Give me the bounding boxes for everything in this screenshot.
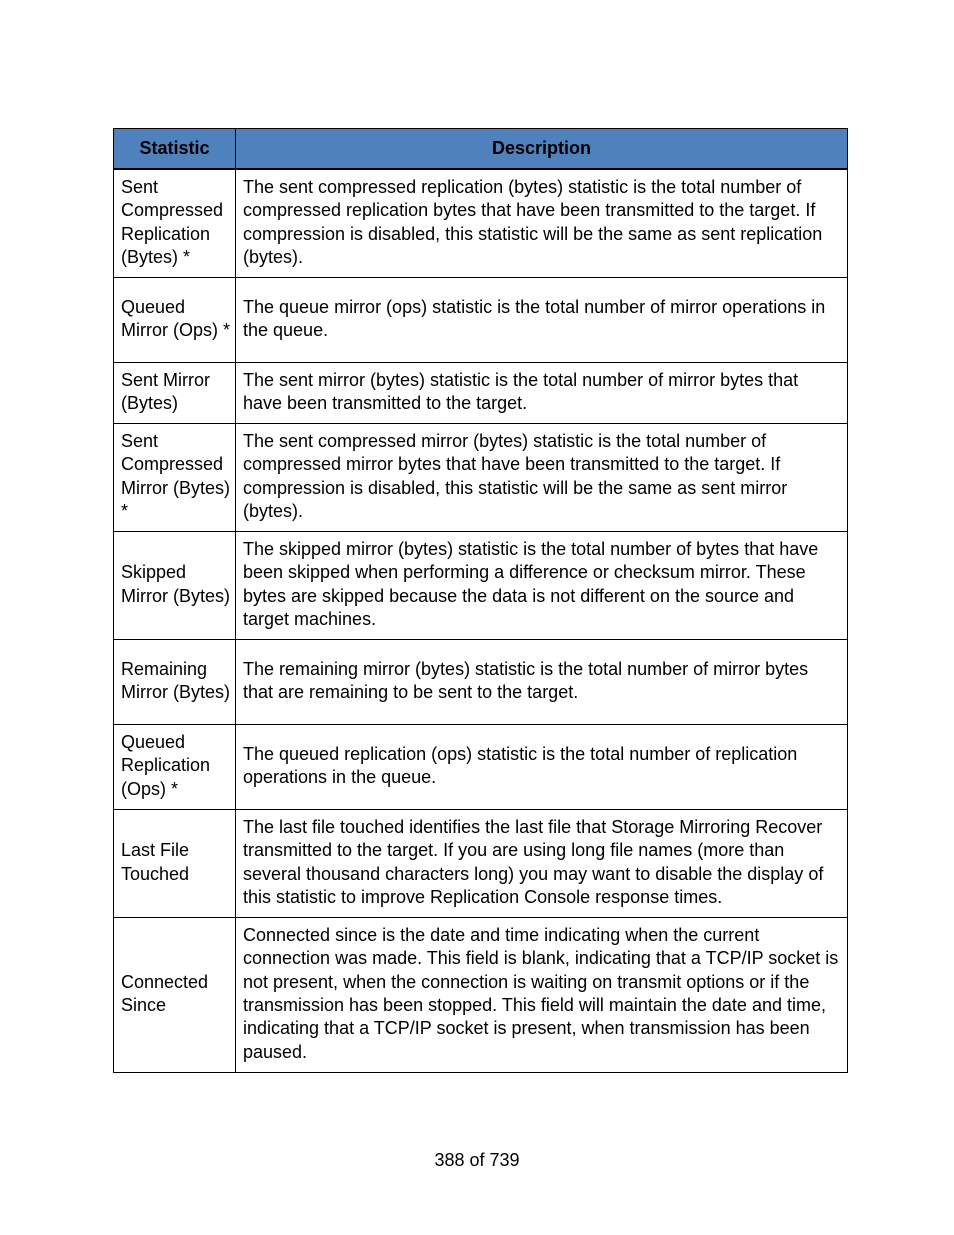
description-cell: The sent mirror (bytes) statistic is the total number of mirror bytes that have been transmitted to the target. — [236, 362, 848, 423]
statistic-cell: Last File Touched — [114, 809, 236, 917]
description-cell: The remaining mirror (bytes) statistic is the total number of mirror bytes that are remaining to be sent to the target. — [236, 639, 848, 724]
statistic-cell: Sent Mirror (Bytes) — [114, 362, 236, 423]
description-cell: The last file touched identifies the last file that Storage Mirroring Recover transmitted to the target. If you are using long file names (more than several thousand characters long) you may want to disable the display of this statistic to improve Replication Console response times. — [236, 809, 848, 917]
description-cell: The queue mirror (ops) statistic is the total number of mirror operations in the queue. — [236, 277, 848, 362]
column-header-description: Description — [236, 129, 848, 170]
table-row — [114, 809, 848, 917]
statistic-cell: Sent Compressed Mirror (Bytes) * — [114, 423, 236, 531]
table-row — [114, 639, 848, 724]
table-row — [114, 277, 848, 362]
table-header-row — [114, 129, 848, 170]
description-cell: The sent compressed replication (bytes) statistic is the total number of compressed replication bytes that have been transmitted to the target. If compression is disabled, this statistic will be the same as sent replication (bytes). — [236, 169, 848, 277]
statistic-cell: Sent Compressed Replication (Bytes) * — [114, 169, 236, 277]
table-row — [114, 423, 848, 531]
statistic-cell: Queued Mirror (Ops) * — [114, 277, 236, 362]
statistic-cell: Remaining Mirror (Bytes) — [114, 639, 236, 724]
description-cell: The skipped mirror (bytes) statistic is the total number of bytes that have been skipped when performing a difference or checksum mirror. These bytes are skipped because the data is not different on the source and target machines. — [236, 531, 848, 639]
statistics-table — [113, 128, 848, 1073]
description-cell: Connected since is the date and time indicating when the current connection was made. This field is blank, indicating that a TCP/IP socket is not present, when the connection is waiting on transmit options or if the transmission has been stopped. This field will maintain the date and time, indicating that a TCP/IP socket is present, when transmission has been paused. — [236, 917, 848, 1072]
page-number: 388 of 739 — [434, 1150, 520, 1170]
description-cell: The sent compressed mirror (bytes) statistic is the total number of compressed mirror bytes that have been transmitted to the target. If compression is disabled, this statistic will be the same as sent mirror (bytes). — [236, 423, 848, 531]
description-cell: The queued replication (ops) statistic is the total number of replication operations in the queue. — [236, 724, 848, 809]
table-row — [114, 169, 848, 277]
statistic-cell: Skipped Mirror (Bytes) — [114, 531, 236, 639]
table-row — [114, 362, 848, 423]
column-header-statistic: Statistic — [114, 129, 236, 170]
statistic-cell: Connected Since — [114, 917, 236, 1072]
table-row — [114, 917, 848, 1072]
table-row — [114, 724, 848, 809]
table-row — [114, 531, 848, 639]
statistic-cell: Queued Replication (Ops) * — [114, 724, 236, 809]
